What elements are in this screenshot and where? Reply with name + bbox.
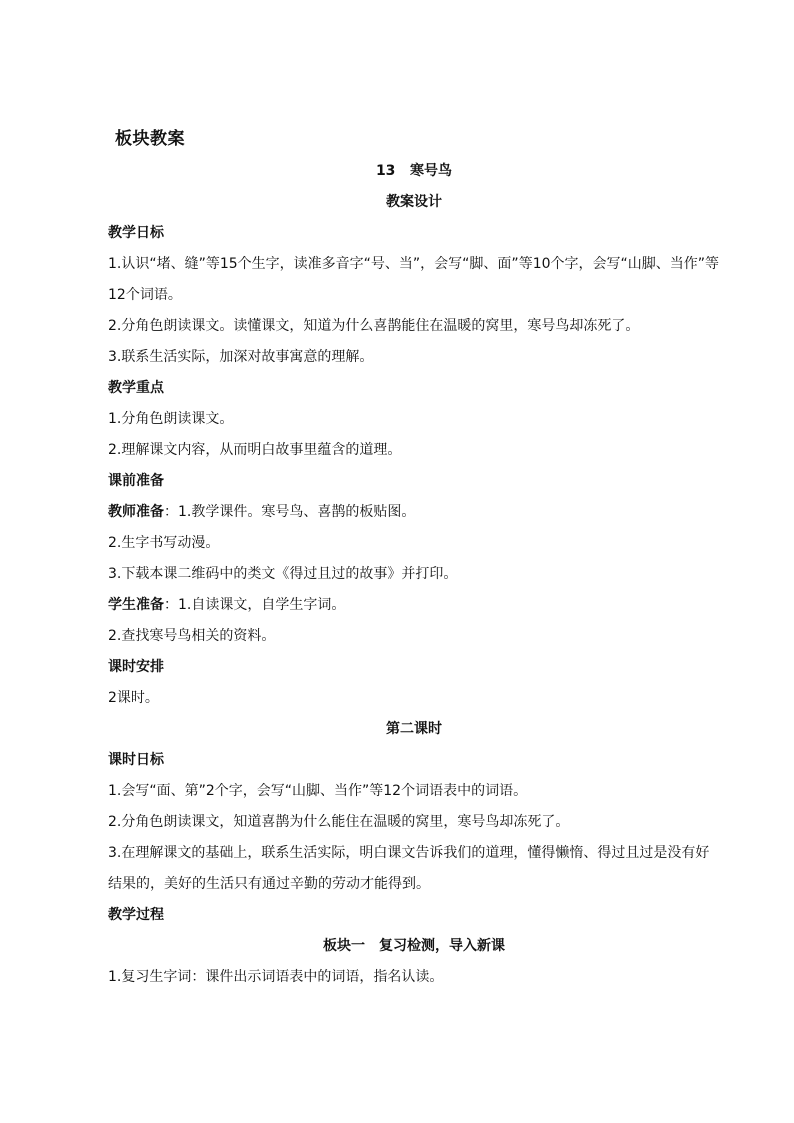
goal-item: 2.分角色朗读课文。读懂课文，知道为什么喜鹊能住在温暖的窝里，寒号鸟却冻死了。 <box>108 318 640 334</box>
goal-item: 3.联系生活实际，加深对故事寓意的理解。 <box>108 349 374 365</box>
process-heading: 教学过程 <box>108 907 164 923</box>
period-goals-heading: 课时日标 <box>108 752 164 768</box>
preparation-heading: 课前准备 <box>108 473 164 489</box>
goal-item: 1.认识“堵、缝”等15个生字，读准多音字“号、当”，会写“脚、面”等10个字，会写“山脚、当作”等12个词语。 <box>108 256 720 303</box>
teacher-preparation <box>108 497 720 528</box>
design-heading: 教案设计 <box>386 194 442 210</box>
teacher-preparation-item: 3.下载本课二维码中的类文《得过且过的故事》并打印。 <box>108 566 458 582</box>
lesson-title <box>108 156 720 187</box>
key-point-item: 2.理解课文内容，从而明白故事里蕴含的道理。 <box>108 442 402 458</box>
goals-heading: 教学日标 <box>108 225 164 241</box>
lesson-number: 13 <box>375 163 396 179</box>
schedule-value: 2课时。 <box>108 690 159 706</box>
student-preparation-label: 学生准备 <box>108 597 164 613</box>
document-body <box>108 156 720 993</box>
second-period-heading: 第二课时 <box>386 721 442 737</box>
period-goal-item: 2.分角色朗读课文，知道喜鹊为什么能住在温暖的窝里，寒号鸟却冻死了。 <box>108 814 570 830</box>
block-heading: 板块一 复习检测，导入新课 <box>323 938 505 954</box>
schedule-heading: 课时安排 <box>108 659 164 675</box>
document-title: 板块教案 <box>115 129 185 149</box>
lesson-name: 寒号鸟 <box>410 163 453 179</box>
student-preparation-item: 2.查找寒号鸟相关的资料。 <box>108 628 276 644</box>
process-step: 1.复习生字词：课件出示词语表中的词语，指名认读。 <box>108 969 444 985</box>
key-points-heading: 教学重点 <box>108 380 164 396</box>
student-preparation-first: ：1.自读课文，自学生字词。 <box>164 597 346 613</box>
teacher-preparation-first: ：1.教学课件。寒号鸟、喜鹊的板贴图。 <box>164 504 416 520</box>
key-point-item: 1.分角色朗读课文。 <box>108 411 234 427</box>
period-goal-item: 3.在理解课文的基础上，联系生活实际，明白课文告诉我们的道理，懂得懒惰、得过且过是没有好结果的，美好的生活只有通过辛勤的劳动才能得到。 <box>108 845 710 892</box>
teacher-preparation-label: 教师准备 <box>108 504 164 520</box>
student-preparation <box>108 590 720 621</box>
teacher-preparation-item: 2.生字书写动漫。 <box>108 535 220 551</box>
period-goal-item: 1.会写“面、第”2个字，会写“山脚、当作”等12个词语表中的词语。 <box>108 783 528 799</box>
